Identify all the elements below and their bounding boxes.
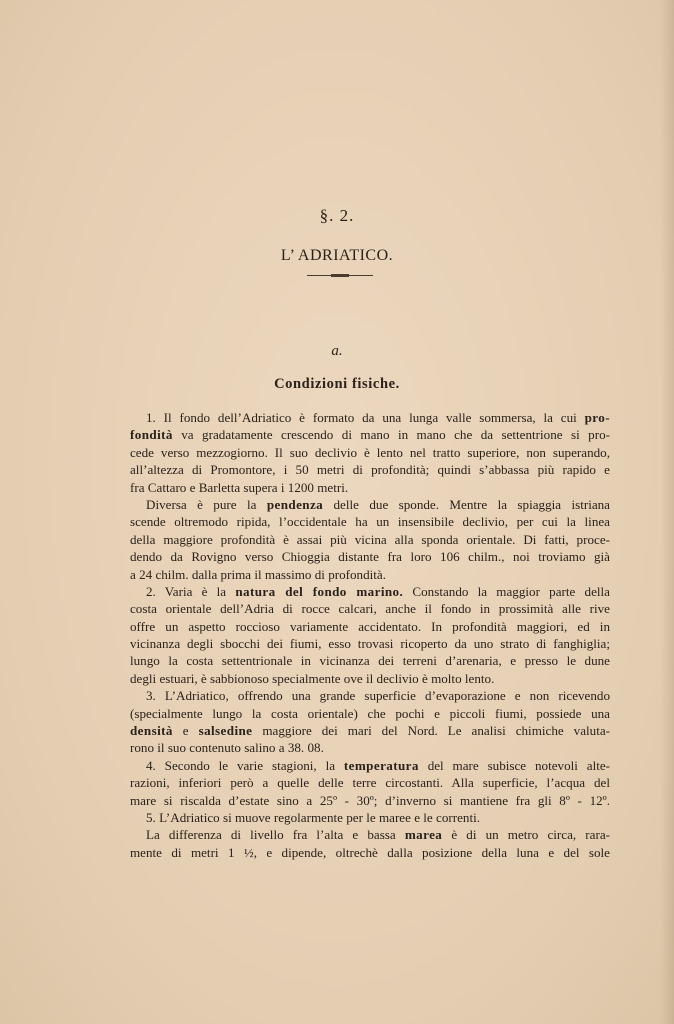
text-line	[130, 444, 610, 461]
text-line	[130, 652, 610, 669]
line-text: va gradatamente crescendo di mano in mano che da settentrione si pro-	[172, 427, 610, 443]
text-line	[130, 670, 610, 687]
section-number: §. 2.	[319, 206, 355, 225]
line-text: 3. L’Adriatico, offrendo una grande superficie d’evaporazione e non ricevendo	[146, 688, 610, 704]
line-text: mare si riscalda d’estate sino a 25º - 30º; d’inverno si mantiene fra gli 8º - 12º.	[130, 792, 610, 808]
line-text: Constando la maggior parte della	[403, 583, 610, 599]
emphasized-term: natura del fondo marino.	[235, 583, 404, 599]
text-line	[130, 809, 610, 826]
emphasized-term: marea	[404, 827, 443, 843]
text-line	[130, 583, 610, 600]
line-text: Diversa è pure la	[146, 496, 267, 512]
text-line	[130, 687, 610, 704]
text-line	[130, 722, 610, 739]
line-text: maggiore dei mari del Nord. Le analisi chimiche valuta-	[252, 723, 610, 739]
emphasized-term: salsedine	[198, 723, 253, 739]
line-text: offre un aspetto roccioso variamente accidentato. In profondità maggiori, ed in	[130, 618, 610, 634]
line-text: costa orientale dell’Adria di rocce calcari, anche il fondo in prossimità alle rive	[130, 601, 610, 617]
subsection-title: Condizioni fisiche.	[274, 376, 400, 392]
text-line	[130, 705, 610, 722]
subsection-letter: a.	[331, 343, 343, 359]
line-text: lungo la costa settentrionale in vicinanza dei terreni d’arenaria, e presso le dune	[130, 653, 610, 669]
text-line	[130, 566, 610, 583]
title-divider	[307, 275, 373, 276]
text-line	[130, 635, 610, 652]
emphasized-term: densità	[130, 723, 173, 739]
text-line	[130, 496, 610, 513]
emphasized-term: temperatura	[343, 757, 419, 773]
line-text: rono il suo contenuto salino a 38. 08.	[130, 740, 324, 756]
body-text	[130, 409, 610, 861]
emphasized-term: pendenza	[266, 496, 324, 512]
text-line	[130, 739, 610, 756]
page-edge-shadow	[660, 0, 674, 1024]
text-line	[130, 618, 610, 635]
line-text: dendo da Rovigno verso Chioggia distante fra loro 106 chilm., noi troviamo già	[130, 549, 610, 565]
emphasized-term: fondità	[130, 427, 173, 443]
text-line	[130, 774, 610, 791]
line-text: cede verso mezzogiorno. Il suo declivio è lento nel tratto superiore, non superando,	[130, 444, 610, 460]
text-line	[130, 826, 610, 843]
line-text: (specialmente lungo la costa orientale) che pochi e piccoli fiumi, possiede una	[130, 705, 610, 721]
line-text: scende oltremodo ripida, l’occidentale ha un insensibile declivio, per cui la linea	[130, 514, 610, 530]
line-text: a 24 chilm. dalla prima il massimo di profondità.	[130, 566, 387, 582]
line-text: 4. Secondo le varie stagioni, la	[146, 757, 344, 773]
text-line	[130, 531, 610, 548]
text-line	[130, 513, 610, 530]
line-text: La differenza di livello fra l’alta e bassa	[146, 827, 405, 843]
text-line	[130, 844, 610, 861]
line-text: della maggiore profondità è assai più vicina alla sponda orientale. Di fatti, proce-	[130, 531, 610, 547]
text-line	[130, 409, 610, 426]
chapter-title: L’ ADRIATICO.	[280, 247, 394, 264]
line-text: del mare subisce notevoli alte-	[418, 757, 610, 773]
text-line	[130, 426, 610, 443]
text-line	[130, 461, 610, 478]
text-line	[130, 757, 610, 774]
text-line	[130, 548, 610, 565]
line-text: all’altezza di Promontore, i 50 metri di profondità; quindi s’abbassa più rapido e	[130, 462, 610, 478]
text-line	[130, 600, 610, 617]
line-text: mente di metri 1 ½, e dipende, oltrechè dalla posizione della luna e del sole	[130, 844, 610, 860]
text-line	[130, 792, 610, 809]
line-text: delle due sponde. Mentre la spiaggia istriana	[323, 496, 610, 512]
line-text: e	[172, 723, 199, 739]
line-text: 1. Il fondo dell’Adriatico è formato da una lunga valle sommersa, la cui	[146, 410, 585, 425]
line-text: 5. L’Adriatico si muove regolarmente per le maree e le correnti.	[146, 809, 480, 825]
line-text: è di un metro circa, rara-	[442, 827, 610, 843]
line-text: fra Cattaro e Barletta supera i 1200 metri.	[130, 479, 349, 495]
text-line	[130, 479, 610, 496]
line-text: 2. Varia è la	[146, 583, 236, 599]
line-text: degli estuari, è sabbionoso specialmente ove il declivio è molto lento.	[130, 670, 495, 686]
emphasized-term: pro-	[584, 410, 610, 425]
line-text: vicinanza degli sbocchi dei fiumi, esso trovasi ricoperto da uno strato di fanghiglia;	[130, 636, 610, 652]
line-text: razioni, inferiori però a quelle delle terre circostanti. Alla superficie, l’acqua del	[130, 775, 610, 791]
